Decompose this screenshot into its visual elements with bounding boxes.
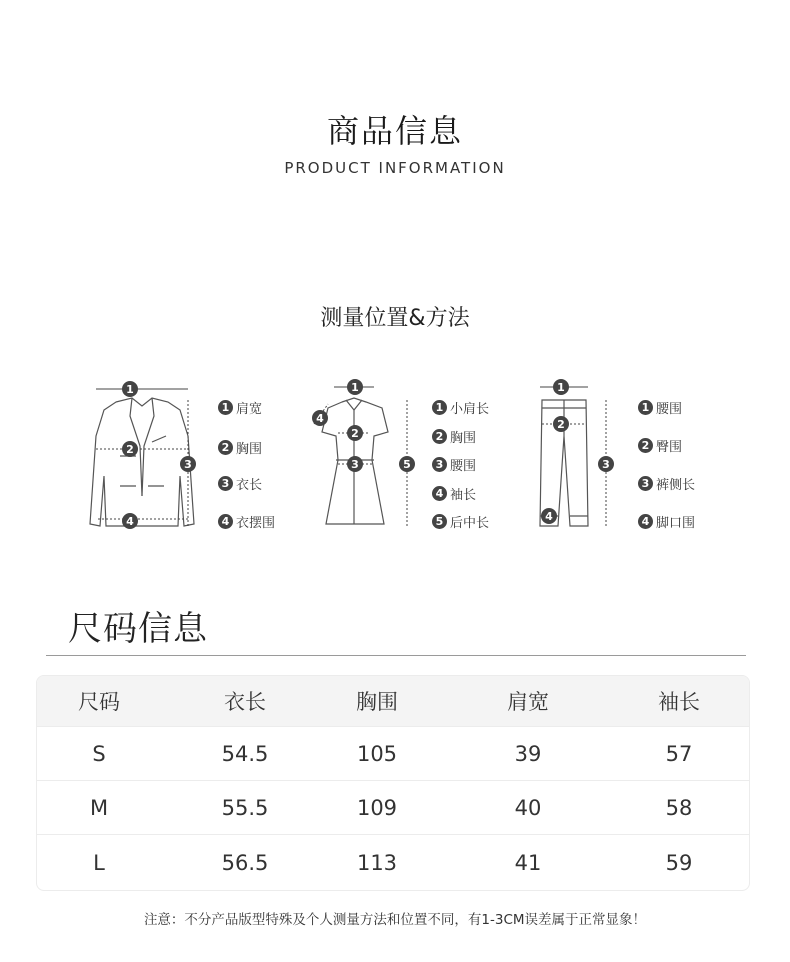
header-cell: 衣长	[224, 690, 266, 714]
svg-text:2: 2	[351, 427, 359, 440]
table-cell: 59	[665, 851, 693, 875]
page-title: 商品信息	[326, 112, 463, 150]
header-cell: 胸围	[356, 690, 398, 714]
table-row	[37, 834, 749, 891]
disclaimer-note: 注意：不分产品版型特殊及个人测量方法和位置不同，有1-3CM误差属于正常显象！	[143, 912, 647, 928]
legend-item	[218, 438, 262, 457]
pants-icon	[534, 376, 594, 534]
legend-number: 2	[432, 429, 447, 444]
svg-text:2: 2	[126, 443, 134, 456]
table-cell: L	[93, 851, 105, 875]
table-cell: 56.5	[221, 851, 269, 875]
legend-item	[638, 474, 695, 493]
size-info-title: 尺码信息	[68, 609, 208, 649]
legend-item	[638, 398, 682, 417]
legend-label: 衣摆围	[236, 516, 276, 531]
legend-item	[432, 398, 489, 417]
svg-text:5: 5	[403, 458, 411, 471]
table-cell: 40	[514, 796, 542, 820]
legend-number: 1	[218, 400, 233, 415]
table-cell: M	[89, 796, 109, 820]
legend-label: 胸围	[236, 442, 263, 457]
svg-text:1: 1	[126, 383, 134, 396]
legend-label: 臀围	[656, 440, 683, 455]
table-cell: 58	[665, 796, 693, 820]
table-cell: 57	[665, 742, 693, 766]
table-cell: 54.5	[221, 742, 269, 766]
legend-number: 3	[638, 476, 653, 491]
svg-text:2: 2	[557, 418, 565, 431]
legend-item	[218, 398, 262, 417]
svg-text:4: 4	[126, 515, 134, 528]
legend-number: 2	[638, 438, 653, 453]
table-header-row	[37, 676, 749, 726]
svg-text:3: 3	[351, 458, 359, 471]
legend-item	[432, 455, 476, 474]
legend-item	[638, 436, 682, 455]
legend-item	[432, 512, 489, 531]
legend-label: 胸围	[450, 431, 477, 446]
jacket-length-marker	[178, 398, 198, 530]
legend-item	[432, 484, 476, 503]
table-cell: 113	[356, 851, 398, 875]
table-cell: 55.5	[221, 796, 269, 820]
svg-text:4: 4	[545, 510, 553, 523]
legend-label: 腰围	[656, 402, 683, 417]
legend-label: 衣长	[236, 478, 263, 493]
header-cell: 尺码	[78, 690, 120, 714]
table-cell: 105	[356, 742, 398, 766]
legend-number: 4	[218, 514, 233, 529]
table-cell: S	[92, 742, 106, 766]
svg-text:3: 3	[184, 458, 192, 471]
size-table	[36, 675, 750, 891]
legend-label: 后中长	[450, 516, 490, 531]
legend-item	[218, 474, 262, 493]
legend-number: 3	[432, 457, 447, 472]
legend-item	[638, 512, 695, 531]
svg-text:1: 1	[351, 381, 359, 394]
measure-title: 测量位置&方法	[320, 306, 470, 331]
header-cell: 袖长	[658, 690, 700, 714]
legend-label: 裤侧长	[656, 478, 696, 493]
dress-length-marker	[397, 398, 417, 530]
header-cell: 肩宽	[507, 690, 549, 714]
page-subtitle: PRODUCT INFORMATION	[284, 159, 506, 177]
legend-item	[218, 512, 275, 531]
legend-item	[432, 427, 476, 446]
legend-number: 1	[432, 400, 447, 415]
legend-number: 5	[432, 514, 447, 529]
legend-number: 4	[638, 514, 653, 529]
svg-text:3: 3	[602, 458, 610, 471]
legend-number: 1	[638, 400, 653, 415]
dress-icon	[308, 376, 396, 534]
legend-number: 4	[432, 486, 447, 501]
legend-label: 腰围	[450, 459, 477, 474]
table-cell: 41	[514, 851, 542, 875]
legend-number: 2	[218, 440, 233, 455]
table-cell: 109	[356, 796, 398, 820]
legend-label: 小肩长	[450, 402, 490, 417]
table-cell: 39	[514, 742, 542, 766]
pants-length-marker	[596, 398, 616, 530]
svg-text:1: 1	[557, 381, 565, 394]
table-row	[37, 780, 749, 835]
divider	[46, 655, 746, 656]
legend-number: 3	[218, 476, 233, 491]
svg-text:4: 4	[316, 412, 324, 425]
legend-label: 袖长	[450, 488, 477, 503]
table-row	[37, 726, 749, 781]
legend-label: 脚口围	[656, 516, 696, 531]
legend-label: 肩宽	[236, 402, 263, 417]
